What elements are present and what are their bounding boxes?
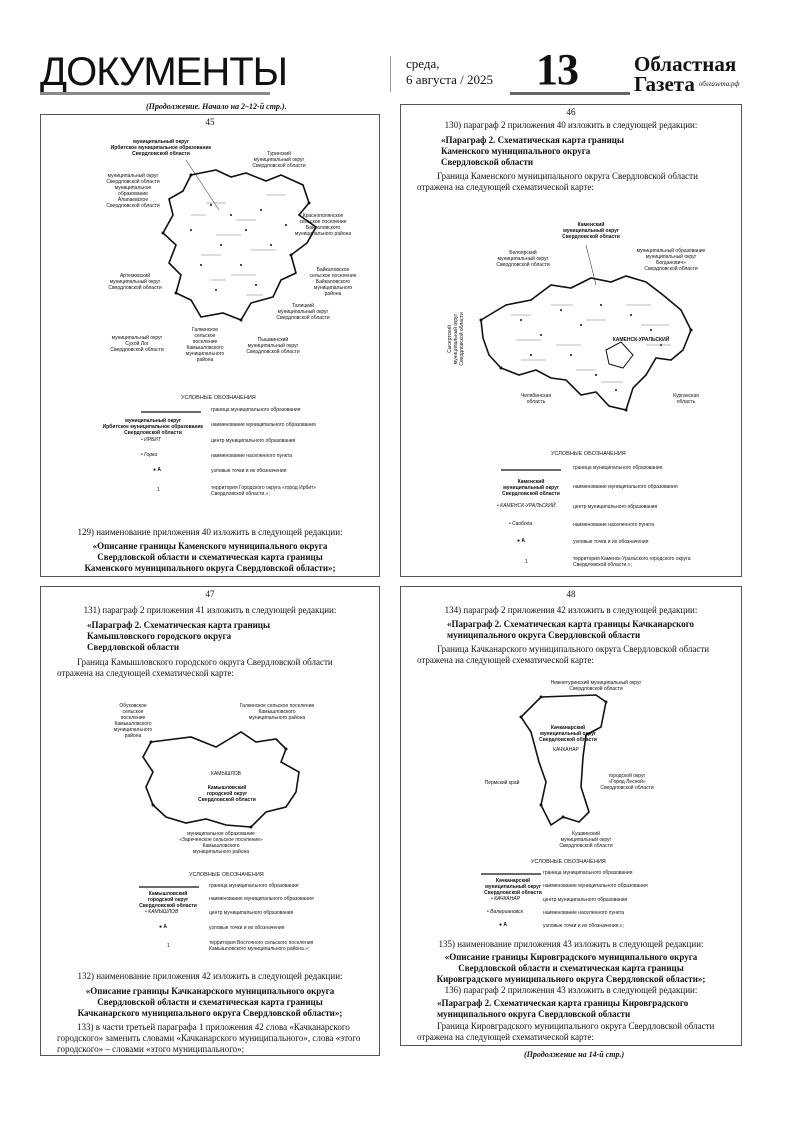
legend-title: УСЛОВНЫЕ ОБОЗНАЧЕНИЯ (181, 395, 256, 401)
item-133: 133) в части третьей параграфа 1 приложения 42 слова «Качканарского городского» заменить словами «Качканарского муниципального», слова «этого городского» – словами «этого муниципального»; (57, 1022, 361, 1054)
legend-node-sample-text: А (157, 467, 162, 473)
item-132: 132) наименование приложения 42 изложить в следующей редакции: (77, 971, 343, 981)
map-label-main: Качканарский муниципальный округ Свердловской области (539, 725, 597, 743)
legend-center-sample: • КАМЫШЛОВ (145, 909, 179, 915)
legend-settlement-sample-text: Горки (144, 452, 158, 458)
legend-title: УСЛОВНЫЕ ОБОЗНАЧЕНИЯ (551, 451, 626, 457)
map-label-chelyabinsk: Челябинская область (520, 393, 552, 405)
legend-name-sample: муниципальный округ Ирбитское муниципальное образование Свердловской области (102, 418, 204, 436)
legend-settlement-sample: • Свобода (509, 521, 533, 527)
legend-settlement-sample-text: Свобода (512, 521, 533, 527)
issue-date (406, 56, 493, 88)
map-label-main: Каменский муниципальный округ Свердловской области (562, 222, 620, 240)
page-number: 13 (536, 45, 578, 94)
section-title-rule (40, 92, 270, 95)
legend-node-desc: узловые точки и их обозначения.»; (543, 923, 624, 929)
paragraph-text: Граница Качканарского муниципального округа Свердловской области отражена на следующей схематической карте: (417, 644, 710, 665)
legend-territory-sample: 1 (167, 943, 170, 949)
legend-center-sample: • ИРБИТ (141, 437, 161, 443)
map-label-galkinskoe: Галкинское сельское поселение Камышловского муниципального района (239, 703, 315, 721)
legend-title: УСЛОВНЫЕ ОБОЗНАЧЕНИЯ (531, 859, 606, 865)
paragraph-heading: «Параграф 2. Схематическая карта границы Каменского муниципального округа Свердловской области (441, 135, 625, 167)
map-label-ntagil: Нижнетуринский муниципальный округ Свердловской области (550, 680, 642, 692)
legend-boundary-desc: граница муниципального образования (573, 465, 663, 471)
legend-name-sample: Качканарский муниципальный округ Свердловской области (484, 878, 542, 896)
issue-weekday: среда, (406, 56, 440, 71)
legend-center-desc: центр муниципального образования (209, 910, 294, 916)
map-label-kurgan: Курганская область (673, 393, 699, 405)
legend-boundary-line (141, 410, 201, 414)
map-label-city: КАЧКАНАР (553, 747, 579, 753)
paragraph-heading: «Параграф 2. Схематическая карта границы Качканарского муниципального округа Свердловской области (447, 619, 695, 640)
panel-number: 46 (566, 107, 576, 117)
map-label-kamensk-city: КАМЕНСК-УРАЛЬСКИЙ (612, 337, 670, 343)
brand-site: облгазета.рф (698, 80, 740, 88)
legend-boundary-desc: граница муниципального образования (543, 870, 633, 876)
map-label-artemovsky: Артемовский муниципальный округ Свердловской области (108, 273, 162, 291)
legend-node-sample: ● А (517, 538, 526, 544)
item-132-title: «Описание границы Качканарского муниципального округа Свердловской области и схематическая карта границы Качканарского муниципального округа Свердловской области»; (77, 986, 343, 1018)
legend-settlement-sample: • Горки (141, 452, 158, 458)
continued-from: (Продолжение. Начало на 2–12-й стр.). (146, 102, 287, 111)
map-label-galkinskoe: Галкинское сельское поселение Камышловского муниципального района (185, 327, 225, 363)
section-title: ДОКУМЕНТЫ (40, 50, 288, 94)
map-label-perm: Пермский край (484, 780, 520, 786)
panel-number: 47 (205, 589, 215, 599)
legend-boundary-line (501, 468, 561, 472)
paragraph-text: Граница Камышловского городского округа Свердловской области отражена на следующей схематической карте: (57, 657, 333, 678)
item-134: 134) параграф 2 приложения 42 изложить в следующей редакции: (444, 605, 698, 615)
panel-45 (40, 114, 380, 577)
legend-center-sample-text: КАМЕНСК-УРАЛЬСКИЙ (500, 503, 556, 509)
legend-center-desc: центр муниципального образования (211, 438, 296, 444)
map-label-baykalovskoe: Байкаловское сельское поселение Байкаловского муниципального района (309, 267, 357, 297)
item-135: 135) наименование приложения 43 изложить в следующей редакции: (438, 939, 704, 949)
legend-center-desc: центр муниципального образования (543, 897, 628, 903)
legend-center-sample: • КАМЕНСК-УРАЛЬСКИЙ (497, 503, 556, 509)
legend-name-sample: Камышловский городской округ Свердловской области (139, 891, 197, 909)
legend-settlement-desc: наименование населенного пункта (573, 522, 654, 528)
map-label-irbit: муниципальный округ Ирбитское муниципальное образование Свердловской области (110, 139, 212, 157)
paragraph-heading: «Параграф 2. Схематическая карта границы Камышловского городского округа Свердловской области (87, 620, 271, 652)
map-label-sysert: Сысертский муниципальный округ Свердловской области (447, 312, 465, 366)
map-label-kushva: Кушвинский муниципальный округ Свердловской области (559, 831, 613, 849)
map-label-alapaevskoe: муниципальный округ Свердловской области муниципальное образование Алапаевское Свердловской области (106, 173, 160, 209)
panel-number: 48 (566, 589, 576, 599)
item-129-title: «Описание границы Каменского муниципального округа Свердловской области и схематическая карта границы Каменского муниципального округа Свердловской области»; (84, 541, 336, 573)
legend-boundary-line (139, 885, 199, 889)
map-label-pyshminsky: Пышминский муниципальный округ Свердловской области (246, 337, 300, 355)
item-135-title: «Описание границы Кировградского муниципального округа Свердловской области и схематическая карта границы Кировградского муниципального округа Свердловской области»; (436, 952, 706, 984)
map-label-obukhovskoe: Обуховское сельское поселение Камышловского муниципального района (113, 703, 153, 739)
legend-boundary-desc: граница муниципального образования (209, 883, 299, 889)
map-label-city: КАМЫШЛОВ (211, 771, 241, 777)
map-label-sukhoy-log: муниципальный округ Сухой Лог Свердловской области (110, 335, 164, 353)
legend-node-sample: ● А (159, 924, 168, 930)
masthead (40, 45, 760, 96)
brand-line2: Газета (634, 72, 695, 96)
map-label-main: Камышловский городской округ Свердловской области (198, 785, 256, 803)
map-label-lesnoy: городской округ «Город Лесной» Свердловской области (600, 773, 654, 791)
legend-node-desc: узловые точки и их обозначения (209, 925, 285, 931)
legend-territory-desc: территория Восточного сельского поселения Камышловского муниципального района.»; (209, 940, 314, 952)
legend-settlement-desc: наименование населенного пункта (211, 453, 292, 459)
panel-46 (400, 104, 742, 577)
legend-center-desc: центр муниципального образования (573, 504, 658, 510)
map-label-krasnopolyanskoe: Краснополянское сельское поселение Байкаловского муниципального района (294, 213, 352, 237)
legend-territory-sample: 1 (525, 559, 528, 565)
legend-node-desc: узловые точки и их обозначения (573, 539, 649, 545)
paragraph-heading-2: «Параграф 2. Схематическая карта границы Кировградского муниципального округа Свердловской области (437, 998, 689, 1019)
item-136: 136) параграф 2 приложения 43 изложить в следующей редакции: (444, 985, 698, 995)
legend-name-desc: наименование муниципального образования (573, 484, 678, 490)
panel-47 (40, 586, 380, 1056)
legend-center-sample: • КАЧКАНАР (491, 896, 520, 902)
legend-name-sample: Каменский муниципальный округ Свердловской области (502, 479, 560, 497)
continued-to: (Продолжение на 14-й стр.) (524, 1050, 625, 1059)
panel-number: 45 (205, 117, 215, 127)
map-kachkanar (401, 677, 743, 847)
paragraph-text-2: Граница Кировградского муниципального округа Свердловской области отражена на следующей схематической карте: (417, 1021, 715, 1042)
map-label-turinsky: Туринский муниципальный округ Свердловской области (252, 151, 306, 169)
legend-title: УСЛОВНЫЕ ОБОЗНАЧЕНИЯ (189, 872, 264, 878)
map-label-talitsky: Талицкий муниципальный округ Свердловской области (276, 303, 330, 321)
legend-node-sample-text: А (503, 922, 508, 928)
newspaper-logo (634, 54, 740, 94)
legend-settlement-sample-text: Валериановск (490, 909, 524, 915)
legend-center-sample-text: КАМЫШЛОВ (148, 909, 179, 915)
legend-center-sample-text: ИРБИТ (144, 437, 161, 443)
legend-node-sample-text: А (521, 538, 526, 544)
brand-line1: Областная (634, 52, 737, 76)
item-129: 129) наименование приложения 40 изложить в следующей редакции: (77, 527, 343, 537)
legend-boundary-desc: граница муниципального образования (211, 407, 301, 413)
legend-territory-desc: территория Городского округа «город Ирбит» Свердловской области.»; (211, 485, 317, 497)
item-131: 131) параграф 2 приложения 41 изложить в следующей редакции: (83, 605, 337, 615)
map-label-bogdanovich: муниципальный образование муниципальный округ Богданович» Свердловской области (636, 248, 706, 272)
panel-48 (400, 586, 742, 1046)
legend-territory-desc: территория Каменск-Уральского городского округа Свердловской области.»; (573, 556, 691, 568)
masthead-divider (390, 56, 391, 92)
paragraph-text: Граница Каменского муниципального округа Свердловской области отражена на следующей схематической карте: (417, 171, 698, 192)
legend-center-sample-text: КАЧКАНАР (494, 896, 520, 902)
legend-name-desc: наименование муниципального образования (209, 896, 314, 902)
item-130: 130) параграф 2 приложения 40 изложить в следующей редакции: (444, 120, 698, 130)
legend-node-desc: узловые точки и их обозначения (211, 468, 287, 474)
legend-boundary-line (481, 872, 541, 876)
legend-name-desc: наименование муниципального образования (543, 883, 648, 889)
legend-node-sample-text: А (163, 924, 168, 930)
legend-settlement-desc: наименование населенного пункта (543, 910, 624, 916)
legend-name-desc: наименование муниципального образования (211, 422, 316, 428)
map-label-beloyarsky: Белоярский муниципальный округ Свердловской области (496, 250, 550, 268)
legend-territory-sample: 1 (157, 487, 160, 493)
legend-node-sample: ● А (499, 922, 508, 928)
map-label-zarechnoe: муниципальное образование «Зареченское сельское поселение» Камышловского муниципального района (179, 831, 263, 855)
legend-settlement-sample: • Валериановск (487, 909, 524, 915)
legend-node-sample: ● А (153, 467, 162, 473)
page-number-rule (510, 92, 630, 95)
issue-date-text: 6 августа / 2025 (406, 72, 493, 87)
